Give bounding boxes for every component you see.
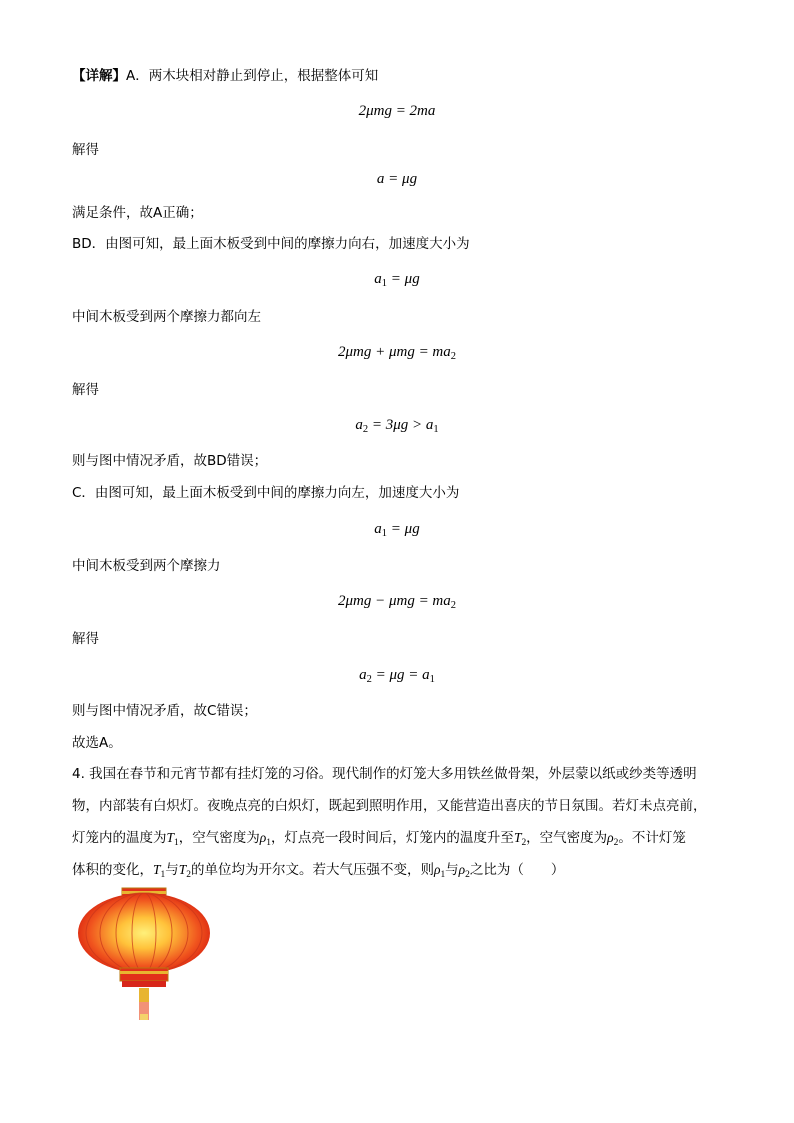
detail-label: 【详解】 bbox=[72, 68, 126, 84]
q4-text: ，空气密度为 bbox=[526, 830, 608, 846]
question-4-line-4 bbox=[72, 860, 564, 880]
equation-7 bbox=[0, 591, 794, 611]
red-lantern-illustration bbox=[74, 886, 214, 1022]
eq3-sub: 1 bbox=[381, 278, 388, 289]
symbol-T2 bbox=[178, 862, 191, 880]
rho: ρ bbox=[259, 830, 267, 845]
solution-intro bbox=[72, 66, 378, 86]
rho-sub: 2 bbox=[613, 838, 619, 848]
T-sub: 1 bbox=[160, 870, 166, 880]
equation-5 bbox=[0, 415, 794, 435]
eq4-main: 2μmg + μmg = ma bbox=[337, 344, 451, 360]
option-bd-text: BD．由图可知，最上面木板受到中间的摩擦力向右，加速度大小为 bbox=[72, 236, 470, 252]
question-4-line-3 bbox=[72, 828, 686, 848]
eq3-rhs: = μg bbox=[387, 271, 420, 287]
equation-3 bbox=[0, 269, 794, 289]
question-4-line-1: 4. 我国在春节和元宵节都有挂灯笼的习俗。现代制作的灯笼大多用铁丝做骨架，外层蒙以纸或纱类等透明 bbox=[72, 766, 697, 782]
T: T bbox=[153, 862, 161, 877]
T-sub: 1 bbox=[174, 838, 179, 848]
T: T bbox=[513, 830, 522, 845]
question-4-line-2: 物，内部装有白炽灯。夜晚点亮的白炽灯，既起到照明作用，又能营造出喜庆的节日氛围。若灯未点亮前， bbox=[72, 798, 707, 814]
option-c-text: C．由图可知，最上面木板受到中间的摩擦力向左，加速度大小为 bbox=[72, 485, 460, 501]
q4-text: 体积的变化， bbox=[72, 862, 153, 878]
rho-sub: 1 bbox=[440, 870, 446, 880]
middle-board-2: 中间木板受到两个摩擦力 bbox=[72, 558, 221, 574]
eq8-sub1: 2 bbox=[366, 674, 372, 685]
conclusion-bd: 则与图中情况矛盾，故BD错误； bbox=[72, 453, 268, 469]
eq6-lhs: a bbox=[374, 521, 382, 537]
eq4-sub: 2 bbox=[450, 351, 457, 362]
q4-text: 之比为（ ） bbox=[469, 862, 565, 878]
eq5-a: a bbox=[355, 417, 363, 433]
rho: ρ bbox=[433, 862, 441, 877]
final-answer: 故选A。 bbox=[72, 735, 122, 751]
q4-text: 的单位均为开尔文。若大气压强不变，则 bbox=[190, 862, 434, 878]
conclusion-c: 则与图中情况矛盾，故C错误； bbox=[72, 703, 257, 719]
T-sub: 2 bbox=[521, 838, 527, 848]
solve-label-3: 解得 bbox=[72, 631, 99, 647]
q4-text: 与 bbox=[445, 862, 459, 878]
equation-8 bbox=[0, 665, 794, 685]
T: T bbox=[178, 862, 187, 877]
solve-label-2: 解得 bbox=[72, 382, 99, 398]
lantern-knot bbox=[139, 988, 149, 1002]
eq8-mid: = μg = a bbox=[371, 667, 430, 683]
symbol-rho2 bbox=[458, 862, 470, 880]
eq6-sub: 1 bbox=[381, 528, 388, 539]
lantern-bottom-cap bbox=[120, 968, 168, 981]
q4-text: 。不计灯笼 bbox=[618, 830, 686, 846]
eq7-sub: 2 bbox=[450, 600, 457, 611]
eq5-sub2: 1 bbox=[433, 424, 439, 435]
symbol-rho1 bbox=[433, 862, 446, 880]
equation-4 bbox=[0, 342, 794, 362]
T: T bbox=[166, 830, 175, 845]
q4-text: 与 bbox=[165, 862, 179, 878]
conclusion-a: 满足条件，故A正确； bbox=[72, 205, 203, 221]
q4-text: 灯笼内的温度为 bbox=[72, 830, 167, 846]
symbol-T1 bbox=[166, 830, 179, 848]
eq8-a: a bbox=[359, 667, 367, 683]
symbol-T1 bbox=[153, 862, 166, 880]
eq5-mid: = 3μg > a bbox=[368, 417, 434, 433]
eq6-rhs: = μg bbox=[387, 521, 420, 537]
eq5-sub1: 2 bbox=[362, 424, 369, 435]
symbol-rho2 bbox=[607, 830, 619, 848]
symbol-rho1 bbox=[259, 830, 271, 848]
intro-text: A．两木块相对静止到停止，根据整体可知 bbox=[126, 68, 379, 84]
symbol-T2 bbox=[513, 830, 527, 848]
rho: ρ bbox=[607, 830, 614, 845]
eq7-main: 2μmg − μmg = ma bbox=[337, 593, 451, 609]
rho-sub: 2 bbox=[465, 870, 470, 880]
middle-board-1: 中间木板受到两个摩擦力都向左 bbox=[72, 309, 261, 325]
eq8-sub2: 1 bbox=[429, 674, 435, 685]
q4-text: ，空气密度为 bbox=[178, 830, 260, 846]
solve-label-1: 解得 bbox=[72, 142, 99, 158]
lantern-body bbox=[78, 893, 210, 973]
eq3-lhs: a bbox=[374, 271, 382, 287]
equation-6 bbox=[0, 519, 794, 539]
T-sub: 2 bbox=[186, 870, 191, 880]
equation-2: a = μg bbox=[376, 171, 418, 187]
q4-text: ，灯点亮一段时间后，灯笼内的温度升至 bbox=[270, 830, 514, 846]
lantern-tassel-tip bbox=[140, 1014, 148, 1020]
equation-1: 2μmg = 2ma bbox=[358, 103, 436, 119]
rho: ρ bbox=[458, 862, 466, 877]
rho-sub: 1 bbox=[266, 838, 271, 848]
